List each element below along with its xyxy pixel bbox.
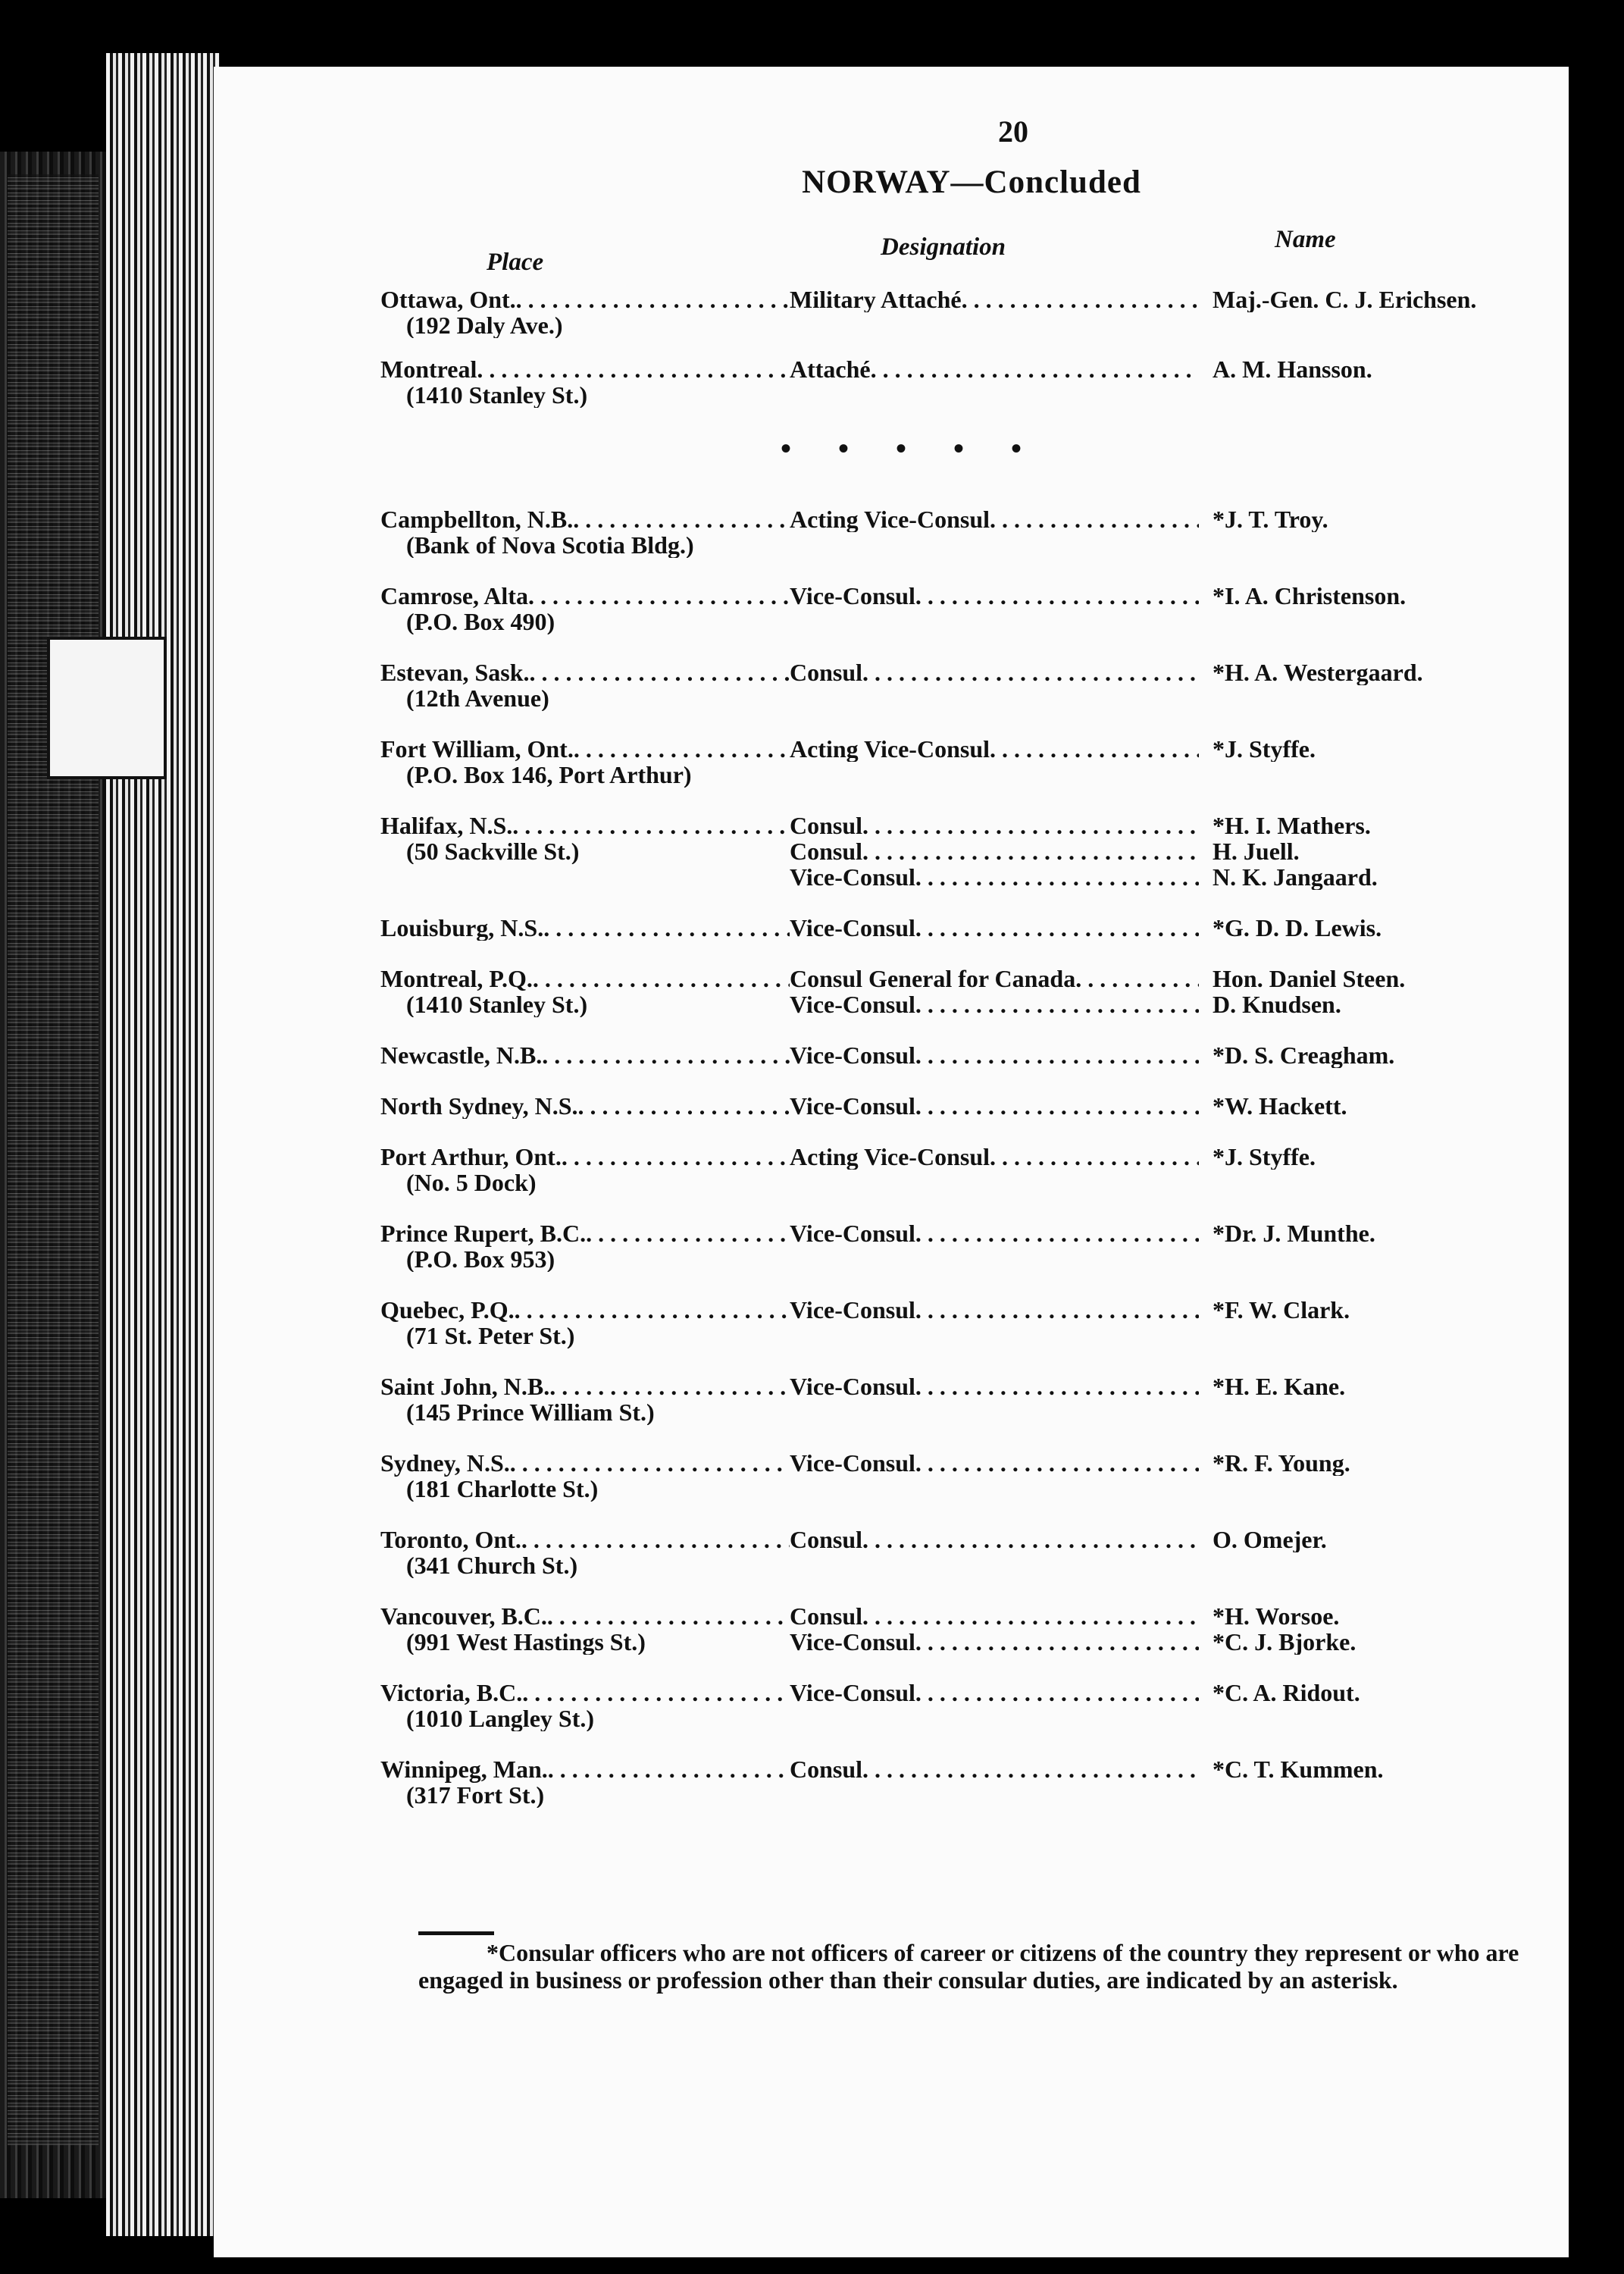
designation-cell — [790, 736, 1199, 762]
officer-name: *W. Hackett. — [1213, 1093, 1347, 1119]
place-name: Winnipeg, Man. — [380, 1756, 548, 1783]
officer-name: Hon. Daniel Steen. — [1213, 966, 1406, 992]
designation: Consul — [790, 1603, 863, 1630]
place-address: (50 Sackville St.) — [406, 838, 580, 864]
name-cell — [1199, 583, 1531, 609]
place-address: (1410 Stanley St.) — [406, 991, 588, 1017]
officer-name: *C. T. Kummen. — [1213, 1756, 1384, 1782]
designation: Vice-Consul — [790, 991, 915, 1017]
name-cell — [1199, 1680, 1531, 1706]
designation-cell — [790, 659, 1199, 685]
directory-entry — [380, 1373, 1532, 1425]
place-cell — [380, 1373, 790, 1425]
place-name: Campbellton, N.B. — [380, 506, 574, 533]
place-address: (145 Prince William St.) — [406, 1399, 655, 1425]
designation-cell — [790, 356, 1199, 382]
directory-entry — [380, 1527, 1532, 1578]
officer-name: *R. F. Young. — [1213, 1450, 1350, 1476]
header-designation: Designation — [881, 233, 1006, 261]
directory-entry — [380, 1603, 1532, 1655]
place-cell — [380, 659, 790, 711]
directory-entry — [380, 356, 1532, 408]
name-cell — [1199, 1527, 1531, 1552]
directory-entry — [380, 659, 1532, 711]
officer-name: *H. A. Westergaard. — [1213, 659, 1423, 685]
place-name: Quebec, P.Q. — [380, 1297, 515, 1323]
designation: Vice-Consul — [790, 1093, 915, 1119]
name-cell — [1199, 813, 1531, 890]
place-name: Estevan, Sask. — [380, 659, 530, 686]
header-name: Name — [1275, 226, 1336, 253]
footnote-rule — [418, 1931, 494, 1935]
name-cell — [1199, 1603, 1531, 1655]
directory-entry — [380, 1680, 1532, 1731]
place-name: Fort William, Ont. — [380, 736, 574, 763]
directory-entry — [380, 287, 1532, 338]
section-separator: • • • • • — [780, 431, 1042, 465]
designation-cell — [790, 506, 1199, 532]
designation: Vice-Consul — [790, 583, 915, 609]
officer-name: *D. S. Creagham. — [1213, 1042, 1395, 1068]
designation: Consul — [790, 659, 863, 685]
place-name: Montreal, P.Q. — [380, 966, 533, 992]
entries-top — [380, 287, 1532, 1833]
place-address: (1410 Stanley St.) — [406, 381, 588, 408]
designation-cell — [790, 1093, 1199, 1119]
place-name: Montreal — [380, 356, 477, 383]
designation: Vice-Consul — [790, 1042, 915, 1068]
directory-entry — [380, 1093, 1532, 1119]
name-cell — [1199, 915, 1531, 941]
designation-cell — [790, 915, 1199, 941]
place-cell — [380, 583, 790, 634]
designation: Attaché — [790, 356, 871, 382]
place-name: Camrose, Alta — [380, 583, 528, 609]
designation-cell — [790, 1680, 1199, 1706]
officer-name: *Dr. J. Munthe. — [1213, 1220, 1375, 1246]
directory-entry — [380, 1220, 1532, 1272]
officer-name: Maj.-Gen. C. J. Erichsen. — [1213, 287, 1477, 312]
designation: Vice-Consul — [790, 1297, 915, 1323]
place-address: (Bank of Nova Scotia Bldg.) — [406, 531, 694, 558]
place-name: Halifax, N.S. — [380, 813, 513, 839]
designation-cell — [790, 1756, 1199, 1782]
place-address: (P.O. Box 490) — [406, 608, 555, 634]
officer-name: *J. Styffe. — [1213, 1144, 1316, 1170]
name-cell — [1199, 966, 1531, 1017]
name-cell — [1199, 1373, 1531, 1399]
designation: Acting Vice-Consul — [790, 1144, 990, 1170]
designation: Consul — [790, 1756, 863, 1782]
place-address: (991 West Hastings St.) — [406, 1628, 646, 1655]
directory-entry — [380, 583, 1532, 634]
designation-cell — [790, 966, 1199, 1017]
designation: Acting Vice-Consul — [790, 506, 990, 532]
officer-name: N. K. Jangaard. — [1213, 863, 1378, 890]
designation: Consul — [790, 838, 863, 865]
place-address: (341 Church St.) — [406, 1552, 578, 1578]
place-name: Sydney, N.S. — [380, 1450, 510, 1477]
place-cell — [380, 1756, 790, 1808]
place-name: Victoria, B.C. — [380, 1680, 523, 1706]
officer-name: *F. W. Clark. — [1213, 1297, 1350, 1323]
place-address: (317 Fort St.) — [406, 1781, 545, 1808]
place-name: Prince Rupert, B.C. — [380, 1220, 587, 1247]
designation: Vice-Consul — [790, 863, 915, 890]
name-cell — [1199, 287, 1531, 312]
name-cell — [1199, 1144, 1531, 1170]
name-cell — [1199, 736, 1531, 762]
place-address: (71 St. Peter St.) — [406, 1322, 575, 1348]
place-name: Newcastle, N.B. — [380, 1042, 543, 1068]
officer-name: D. Knudsen. — [1213, 991, 1341, 1017]
officer-name: *J. Styffe. — [1213, 736, 1316, 762]
place-cell — [380, 356, 790, 408]
name-cell — [1199, 659, 1531, 685]
place-name: Ottawa, Ont. — [380, 287, 516, 313]
designation-cell — [790, 1144, 1199, 1170]
officer-name: *J. T. Troy. — [1213, 506, 1328, 532]
place-cell — [380, 1297, 790, 1348]
designation-cell — [790, 1527, 1199, 1552]
page-edges — [106, 53, 220, 2236]
place-cell — [380, 1603, 790, 1655]
place-cell — [380, 966, 790, 1017]
place-cell — [380, 736, 790, 788]
directory-entry — [380, 813, 1532, 890]
name-cell — [1199, 1220, 1531, 1246]
directory-entry — [380, 736, 1532, 788]
name-cell — [1199, 356, 1531, 382]
place-cell — [380, 287, 790, 338]
place-cell — [380, 813, 790, 864]
place-name: North Sydney, N.S. — [380, 1093, 578, 1119]
designation: Consul — [790, 813, 863, 839]
officer-name: H. Juell. — [1213, 838, 1300, 865]
designation-cell — [790, 1603, 1199, 1655]
designation: Consul — [790, 1527, 863, 1552]
designation: Acting Vice-Consul — [790, 736, 990, 762]
place-address: (No. 5 Dock) — [406, 1169, 537, 1195]
place-address: (P.O. Box 953) — [406, 1245, 555, 1272]
place-cell — [380, 1144, 790, 1195]
place-cell — [380, 1680, 790, 1731]
footnote: *Consular officers who are not officers of career or citizens of the country they represent or who are engaged in business or profession other than their consular duties, are indicated by an asterisk. — [418, 1939, 1519, 1994]
place-address: (192 Daly Ave.) — [406, 312, 563, 338]
designation: Consul General for Canada — [790, 966, 1076, 992]
designation: Military Attaché — [790, 287, 962, 312]
place-name: Saint John, N.B. — [380, 1373, 550, 1400]
officer-name: O. Omejer. — [1213, 1527, 1327, 1552]
document-page — [214, 67, 1569, 2257]
name-cell — [1199, 506, 1531, 532]
place-cell — [380, 1527, 790, 1578]
name-cell — [1199, 1450, 1531, 1476]
designation-cell — [790, 813, 1199, 890]
place-cell — [380, 1042, 790, 1068]
page-title: NORWAY—Concluded — [802, 164, 1141, 200]
officer-name: *H. I. Mathers. — [1213, 813, 1371, 839]
directory-entry — [380, 1297, 1532, 1348]
place-cell — [380, 1450, 790, 1502]
directory-entry — [380, 1756, 1532, 1808]
designation: Vice-Consul — [790, 1680, 915, 1706]
officer-name: *H. E. Kane. — [1213, 1373, 1346, 1399]
place-address: (P.O. Box 146, Port Arthur) — [406, 761, 692, 788]
directory-entry — [380, 1042, 1532, 1068]
name-cell — [1199, 1756, 1531, 1782]
officer-name: A. M. Hansson. — [1213, 356, 1372, 382]
directory-entry — [380, 966, 1532, 1017]
place-name: Toronto, Ont. — [380, 1527, 521, 1553]
directory-entry — [380, 915, 1532, 941]
name-cell — [1199, 1297, 1531, 1323]
directory-entry — [380, 1144, 1532, 1195]
officer-name: *C. J. Bjorke. — [1213, 1628, 1356, 1655]
officer-name: *C. A. Ridout. — [1213, 1680, 1360, 1706]
place-cell — [380, 506, 790, 558]
designation: Vice-Consul — [790, 1450, 915, 1476]
place-cell — [380, 1220, 790, 1272]
place-name: Vancouver, B.C. — [380, 1603, 547, 1630]
directory-entry — [380, 506, 1532, 558]
place-address: (1010 Langley St.) — [406, 1705, 594, 1731]
place-address: (181 Charlotte St.) — [406, 1475, 599, 1502]
place-cell — [380, 1093, 790, 1119]
designation: Vice-Consul — [790, 1220, 915, 1246]
designation: Vice-Consul — [790, 1373, 915, 1399]
designation-cell — [790, 1373, 1199, 1399]
officer-name: *H. Worsoe. — [1213, 1603, 1340, 1630]
designation-cell — [790, 583, 1199, 609]
place-address: (12th Avenue) — [406, 684, 549, 711]
name-cell — [1199, 1093, 1531, 1119]
header-place: Place — [487, 249, 544, 276]
place-name: Port Arthur, Ont. — [380, 1144, 562, 1170]
place-name: Louisburg, N.S. — [380, 915, 544, 941]
page-tab-marker — [47, 637, 167, 779]
officer-name: *I. A. Christenson. — [1213, 583, 1407, 609]
designation-cell — [790, 1220, 1199, 1246]
page-number: 20 — [998, 114, 1028, 149]
designation-cell — [790, 1042, 1199, 1068]
designation-cell — [790, 287, 1199, 312]
designation: Vice-Consul — [790, 1628, 915, 1655]
designation: Vice-Consul — [790, 915, 915, 941]
officer-name: *G. D. D. Lewis. — [1213, 915, 1382, 941]
binding-texture — [8, 174, 99, 2145]
directory-entry — [380, 1450, 1532, 1502]
designation-cell — [790, 1450, 1199, 1476]
place-cell — [380, 915, 790, 941]
name-cell — [1199, 1042, 1531, 1068]
designation-cell — [790, 1297, 1199, 1323]
